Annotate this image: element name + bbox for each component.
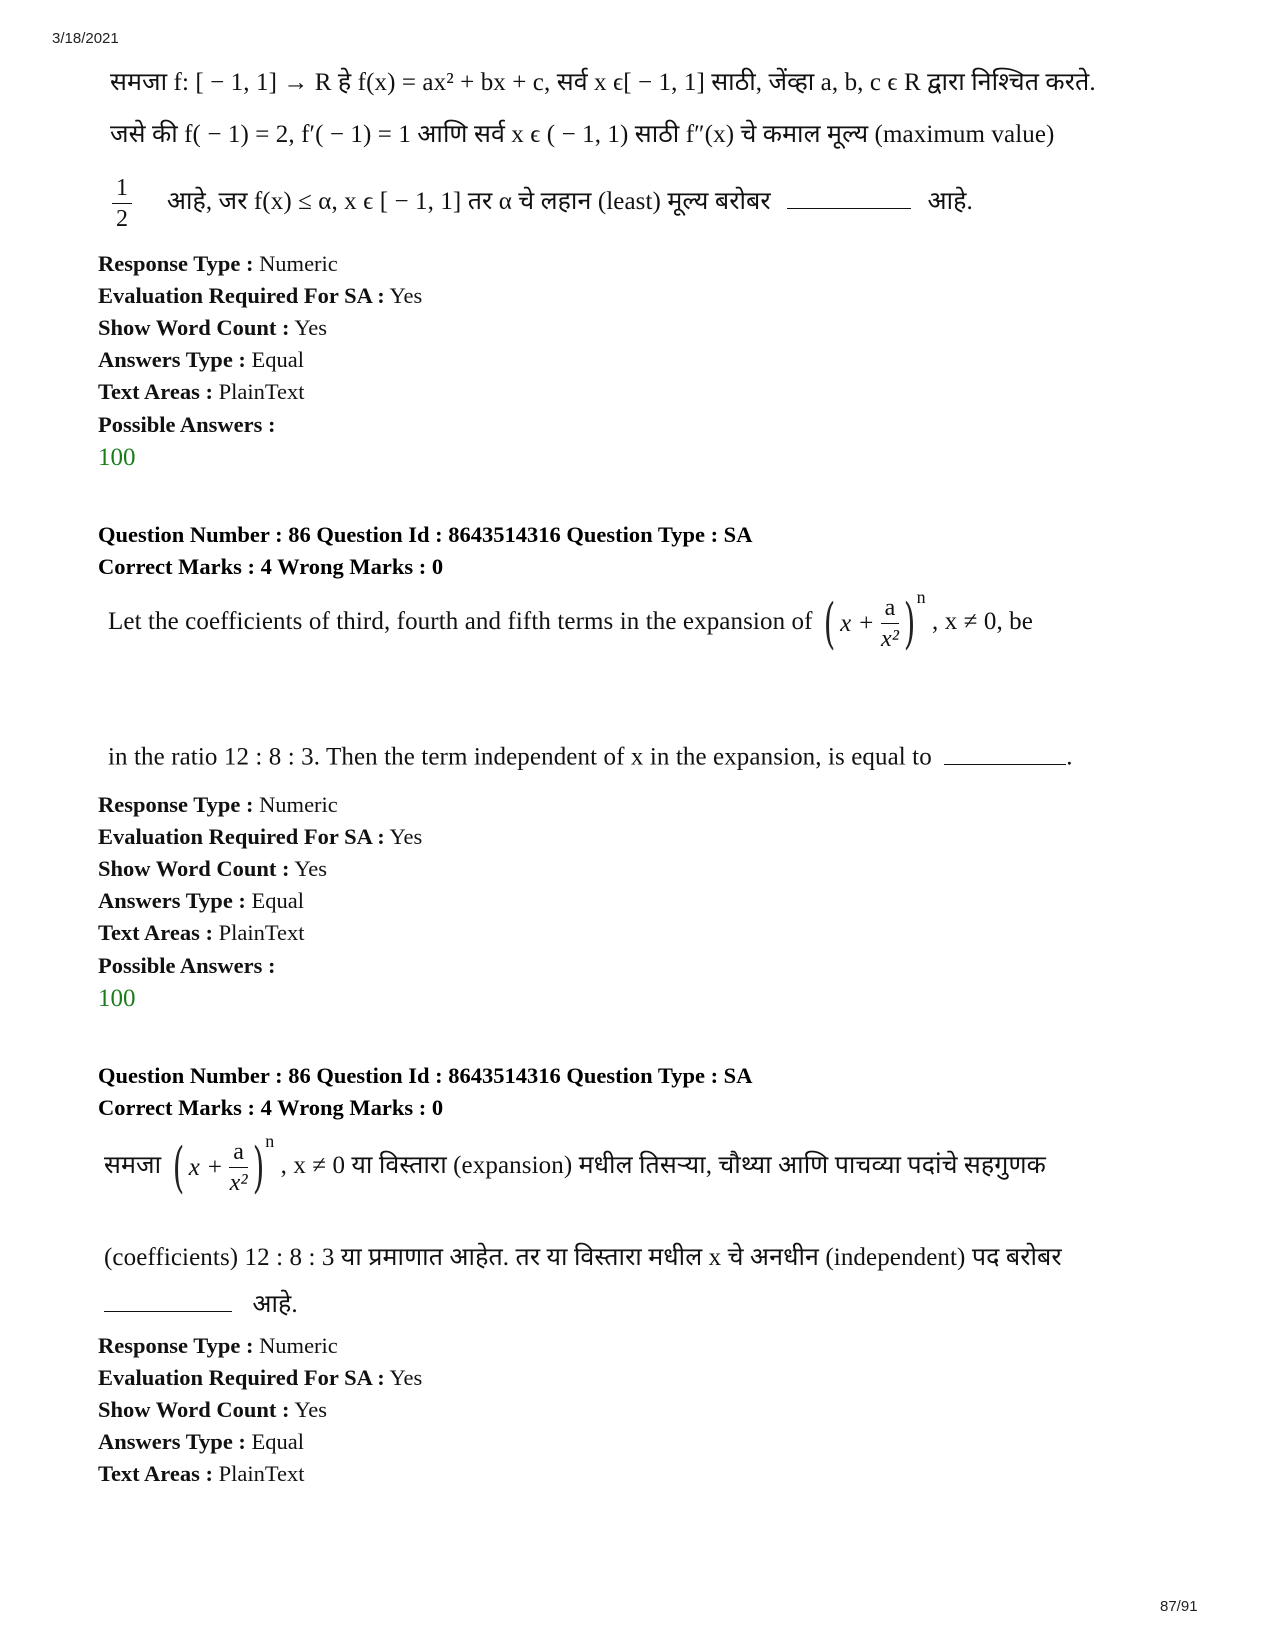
q86-en-line-2 <box>108 741 1073 772</box>
answer-blank <box>787 186 911 210</box>
q86-en-line-1 <box>108 587 1033 655</box>
answers-type-label: Answers Type : <box>98 888 246 913</box>
response-type-value: Numeric <box>259 1333 338 1358</box>
answer-blank <box>104 1289 232 1313</box>
expr-denominator: x² <box>229 1170 248 1196</box>
q86-mr-line-1-start: समजा <box>104 1152 162 1180</box>
response-type-row <box>98 251 338 277</box>
possible-answers-label: Possible Answers : <box>98 953 276 978</box>
q86-mr-line-3 <box>104 1286 298 1320</box>
word-count-row <box>98 1397 327 1423</box>
possible-answers-row <box>98 412 276 438</box>
q86-en-line-1-end: , x ≠ 0, be <box>932 608 1033 636</box>
expr-x-plus: x + <box>840 609 875 637</box>
q86-mr-line-1-end: , x ≠ 0 या विस्तारा (expansion) मधील तिसऱ्या, चौथ्या आणि पाचव्या पदांचे सहगुणक <box>280 1152 1046 1180</box>
expr-x-plus: x + <box>188 1153 224 1181</box>
evaluation-row <box>98 283 422 309</box>
response-type-value: Numeric <box>259 251 338 276</box>
response-type-value: Numeric <box>259 792 338 817</box>
q85-line-1: समजा f: [ − 1, 1] → R हे f(x) = ax² + bx + c, सर्व x ϵ[ − 1, 1] साठी, जेंव्हा a, b, c ϵ R द्वारा निश्चित करते. <box>110 69 1096 96</box>
text-areas-value: PlainText <box>218 379 305 404</box>
q86-mr-line-3-text: आहे. <box>252 1291 298 1318</box>
q86-mr-line-2: (coefficients) 12 : 8 : 3 या प्रमाणात आहेत. तर या विस्तारा मधील x चे अनधीन (independent) पद बरोबर <box>104 1244 1062 1271</box>
expr-fraction <box>229 1140 248 1195</box>
q85-line-2: जसे की f( − 1) = 2, f′( − 1) = 1 आणि सर्व x ϵ ( − 1, 1) साठी f″(x) चे कमाल मूल्य (maximum value) <box>110 121 1055 148</box>
response-type-row <box>98 792 338 818</box>
q85-fraction-denominator: 2 <box>116 206 129 232</box>
right-paren-glyph: ) <box>904 591 916 655</box>
word-count-label: Show Word Count : <box>98 856 290 881</box>
binomial-expression <box>168 1131 275 1199</box>
word-count-row <box>98 315 327 341</box>
right-paren-glyph: ) <box>252 1135 265 1199</box>
text-areas-label: Text Areas : <box>98 920 213 945</box>
text-areas-label: Text Areas : <box>98 379 213 404</box>
text-areas-row <box>98 379 305 405</box>
page-number: 87/91 <box>1160 1598 1198 1615</box>
evaluation-label: Evaluation Required For SA : <box>98 283 385 308</box>
answer-blank <box>944 741 1066 765</box>
binomial-expression <box>819 587 926 655</box>
response-type-label: Response Type : <box>98 792 254 817</box>
left-paren-glyph: ( <box>172 1135 184 1199</box>
expr-fraction <box>881 596 900 651</box>
answers-type-value: Equal <box>251 1429 305 1454</box>
text-areas-label: Text Areas : <box>98 1461 213 1486</box>
print-date: 3/18/2021 <box>52 30 119 47</box>
expr-numerator: a <box>881 596 900 624</box>
response-type-row <box>98 1333 338 1359</box>
possible-answers-row <box>98 953 276 979</box>
expr-numerator: a <box>229 1140 248 1168</box>
marks-header: Correct Marks : 4 Wrong Marks : 0 <box>98 554 444 579</box>
expr-exponent: n <box>265 1131 275 1151</box>
expr-exponent: n <box>916 587 926 607</box>
word-count-value: Yes <box>294 315 328 340</box>
possible-answer-value: 100 <box>98 444 136 471</box>
word-count-value: Yes <box>294 1397 328 1422</box>
text-areas-row <box>98 920 305 946</box>
evaluation-value: Yes <box>389 824 423 849</box>
evaluation-label: Evaluation Required For SA : <box>98 824 385 849</box>
text-areas-value: PlainText <box>218 1461 305 1486</box>
evaluation-value: Yes <box>389 283 423 308</box>
answers-type-value: Equal <box>251 347 305 372</box>
left-paren-glyph: ( <box>823 591 836 655</box>
q85-fraction-numerator: 1 <box>112 176 132 204</box>
expr-denominator: x² <box>880 626 900 652</box>
possible-answer-value: 100 <box>98 985 136 1012</box>
answers-type-row <box>98 347 304 373</box>
question-header: Question Number : 86 Question Id : 8643514316 Question Type : SA <box>98 522 753 547</box>
q85-line-3-text: आहे, जर f(x) ≤ α, x ϵ [ − 1, 1] तर α चे लहान (least) मूल्य बरोबर <box>166 188 771 216</box>
answers-type-row <box>98 1429 304 1455</box>
text-areas-value: PlainText <box>218 920 305 945</box>
response-type-label: Response Type : <box>98 251 254 276</box>
q85-fraction <box>112 176 132 231</box>
text-areas-row <box>98 1461 305 1487</box>
answers-type-row <box>98 888 304 914</box>
evaluation-row <box>98 824 422 850</box>
answers-type-label: Answers Type : <box>98 347 246 372</box>
possible-answers-label: Possible Answers : <box>98 412 276 437</box>
q85-line-3-end: आहे. <box>927 188 973 216</box>
answers-type-label: Answers Type : <box>98 1429 246 1454</box>
q86-en-line-2-text: in the ratio 12 : 8 : 3. Then the term independent of x in the expansion, is equal to <box>108 743 932 771</box>
question-header: Question Number : 86 Question Id : 8643514316 Question Type : SA <box>98 1063 753 1088</box>
marks-header: Correct Marks : 4 Wrong Marks : 0 <box>98 1095 444 1120</box>
word-count-row <box>98 856 327 882</box>
evaluation-label: Evaluation Required For SA : <box>98 1365 385 1390</box>
q85-line-3 <box>112 176 973 231</box>
q86-en-line-2-end: . <box>1066 743 1073 771</box>
word-count-value: Yes <box>294 856 328 881</box>
response-type-label: Response Type : <box>98 1333 254 1358</box>
word-count-label: Show Word Count : <box>98 1397 290 1422</box>
q86-mr-line-1 <box>104 1131 1046 1199</box>
evaluation-row <box>98 1365 422 1391</box>
word-count-label: Show Word Count : <box>98 315 290 340</box>
evaluation-value: Yes <box>389 1365 423 1390</box>
q86-en-line-1-text: Let the coefficients of third, fourth and fifth terms in the expansion of <box>108 608 813 636</box>
answers-type-value: Equal <box>251 888 305 913</box>
